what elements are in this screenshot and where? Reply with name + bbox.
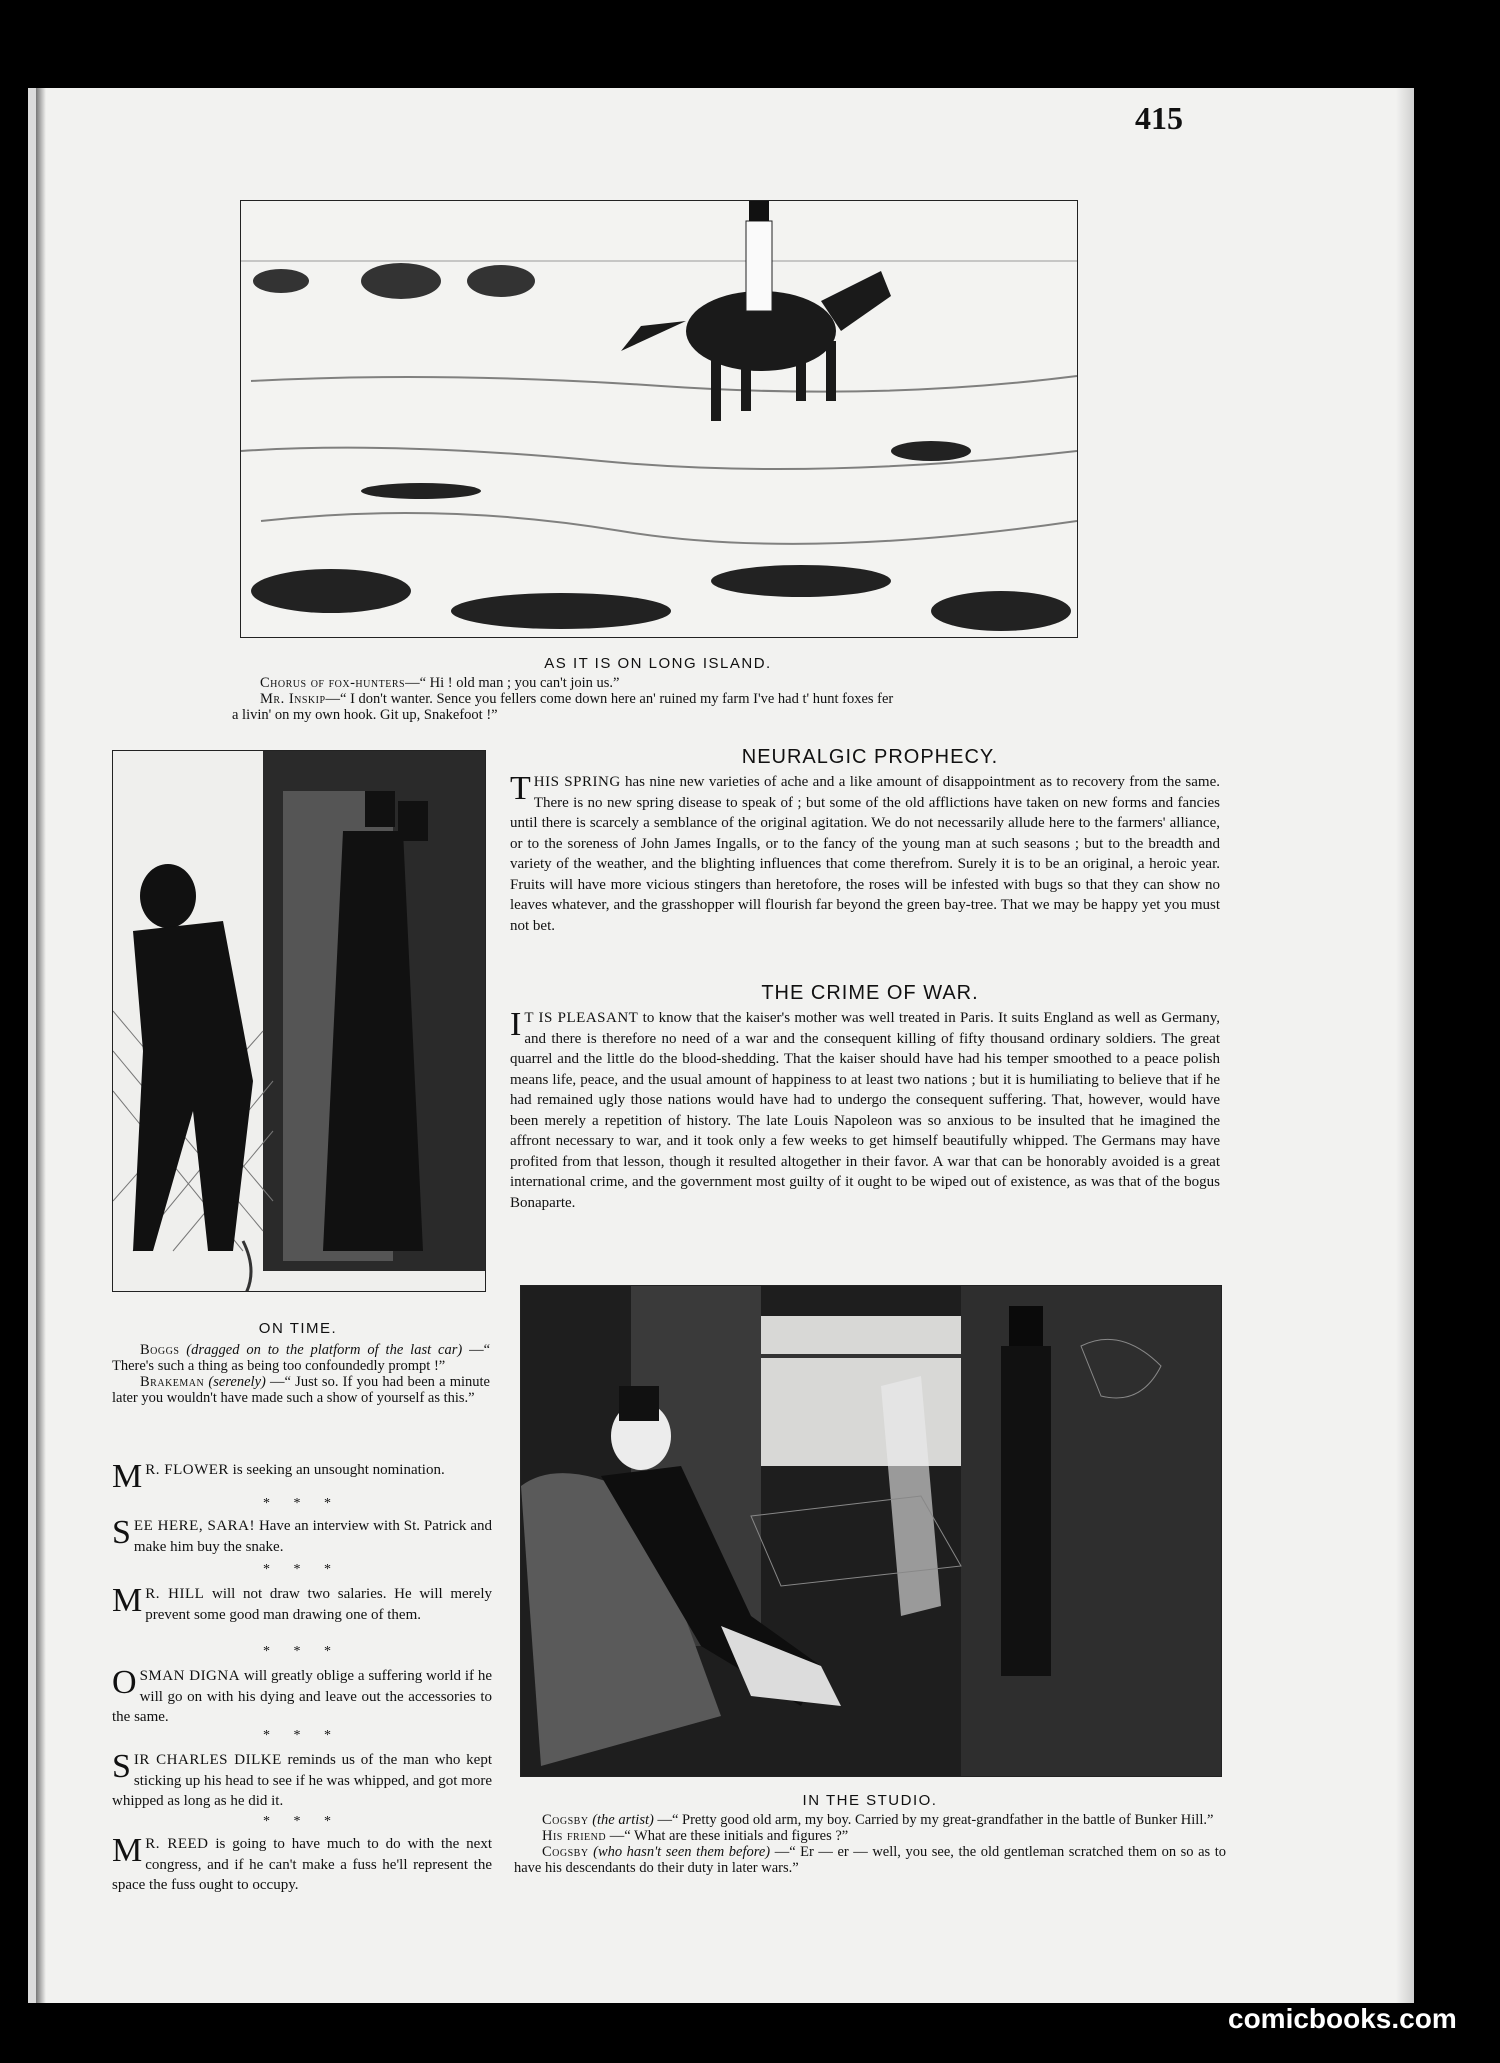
- paragraph-digna: OSMAN DIGNA will greatly oblige a suffering world if he will go on with his dying and leave out the accessories to the same.: [112, 1664, 492, 1725]
- caption-speaker: Brakeman: [140, 1374, 205, 1390]
- on-time-drawing: [113, 751, 485, 1291]
- separator: * * *: [263, 1728, 341, 1743]
- caption-speaker: Cogsby: [542, 1812, 589, 1828]
- dropcap: T: [510, 770, 531, 807]
- paragraph-sara: SEE HERE, SARA! Have an interview with St. Patrick and make him buy the snake.: [112, 1514, 492, 1555]
- dropcap: I: [510, 1006, 522, 1043]
- crime-article: I T IS PLEASANT to know that the kaiser's mother was well treated in Paris. It suits England as well as Germany, and there is therefore no need of a war and the consequent killing of fifty thousand ordinary soldiers. The great quarrel and the little do the blood-shedding. That the kaiser should have had his temper smoothed to a peace polish means life, peace, and the usual amount of happiness to at least two nations ; but it is humiliating to believe that if he had remained ugly those nations would have had to undergo the consequent suffering. That, however, would have been merely a repetition of history. The late Louis Napoleon was so anxious to be insulted that he imagined the affront necessary to war, and it took only a few weeks to get himself beautifully whipped. The Germans may have profited from that lesson, though it resulted altogether in their favor. A war that can be honorably avoided is a great international crime, and the government most guilty of it ought to be wiped out of existence, as was that of the bogus Bonaparte.: [510, 1006, 1220, 1211]
- caption-line: a livin' on my own hook. Git up, Snakefoot !”: [232, 707, 498, 723]
- separator: * * *: [263, 1644, 341, 1659]
- on-time-caption-title: ON TIME.: [258, 1320, 338, 1337]
- page-number: 415: [1135, 100, 1183, 136]
- caption-line: —“ There's such a thing as being too confoundedly prompt !”: [112, 1342, 491, 1374]
- caption-line: —“ Pretty good old arm, my boy. Carried by my great-grandfather in the battle of Bunker Hill.”: [653, 1812, 1214, 1828]
- caption-line: —“ Er — er — well, you see, the old gentleman scratched them on so as to have his descendants do their duty in later wars.”: [514, 1844, 1226, 1876]
- caption-line: —“ I don't wanter. Sence you fellers come down here an' ruined my farm I've had t' hunt foxes fer: [325, 691, 894, 707]
- paragraph-hill: M R. HILL will not draw two salaries. He will merely prevent some good man drawing one of them.: [112, 1582, 492, 1623]
- studio-caption-title: IN THE STUDIO.: [802, 1792, 938, 1809]
- crime-heading: THE CRIME OF WAR.: [761, 982, 979, 1004]
- caption-line: —“ What are these initials and figures ?”: [606, 1828, 849, 1844]
- caption-speaker: Boggs: [140, 1342, 180, 1358]
- neuralgic-heading: NEURALGIC PROPHECY.: [741, 746, 999, 768]
- caption-speaker: His friend: [542, 1828, 607, 1844]
- caption-speaker: Mr. Inskip: [260, 691, 326, 707]
- caption-speaker: Cogsby: [542, 1844, 589, 1860]
- caption-stage-direction: (the artist): [588, 1812, 654, 1828]
- studio-illustration: [520, 1285, 1222, 1777]
- studio-drawing: [521, 1286, 1221, 1776]
- paragraph-flower: M R. FLOWER is seeking an unsought nomination.: [112, 1458, 445, 1495]
- dropcap: S: [112, 1514, 131, 1551]
- fox-hunt-caption: [232, 675, 1092, 723]
- dropcap: S: [112, 1748, 131, 1785]
- dropcap: M: [112, 1832, 143, 1869]
- caption-line: —“ Hi ! old man ; you can't join us.”: [405, 675, 620, 691]
- fox-hunt-illustration: [240, 200, 1078, 638]
- caption-stage-direction: (who hasn't seen them before): [588, 1844, 771, 1860]
- site-watermark: comicbooks.com: [1228, 2003, 1457, 2034]
- paragraph-dilke: SIR CHARLES DILKE reminds us of the man who kept sticking up his head to see if he was whipped, and got more whipped as long as he did it.: [112, 1748, 493, 1809]
- dropcap: M: [112, 1582, 143, 1619]
- caption-speaker: Chorus of fox-hunters: [260, 675, 406, 691]
- paragraph-reed: M R. REED is going to have much to do with the next congress, and if he can't make a fuss he'll represent the space the fuss ought to occupy.: [112, 1832, 493, 1893]
- fox-hunt-drawing: [241, 201, 1077, 637]
- fox-hunt-caption-title: AS IT IS ON LONG ISLAND.: [544, 655, 772, 672]
- neuralgic-article: THIS SPRING has nine new varieties of ache and a like amount of disappointment as to recovery from the same. There is no new spring disease to speak of ; but some of the old afflictions have taken on new forms and fancies until there is scarcely a semblance of the original agitation. We do not necessarily allude here to the farmers' alliance, or to the soreness of John James Ingalls, or to the fancy of the young man at such seasons ; but to the breadth and variety of the weather, and the blighting influences that come therefrom. Surely it is to be an original, a heroic year. Fruits will have more vicious stingers than heretofore, the roses will be infested with bugs so that they can show no leaves whatever, and the grasshopper will flourish far beyond the green bay-tree. That we may be happy yet you must not bet.: [510, 770, 1220, 934]
- caption-line: —“ Just so. If you had been a minute later you wouldn't have made such a show of yourself as this.”: [112, 1374, 490, 1406]
- dropcap: M: [112, 1458, 143, 1495]
- page-gutter: [36, 88, 46, 2003]
- caption-stage-direction: (dragged on to the platform of the last car): [179, 1342, 463, 1358]
- on-time-illustration: [112, 750, 486, 1292]
- page-edge: [1396, 88, 1414, 2003]
- separator: * * *: [263, 1496, 341, 1511]
- caption-stage-direction: (serenely): [204, 1374, 266, 1390]
- on-time-caption: [112, 1342, 490, 1406]
- dropcap: O: [112, 1664, 137, 1701]
- separator: * * *: [263, 1814, 341, 1829]
- separator: * * *: [263, 1562, 341, 1577]
- studio-caption: [514, 1812, 1226, 1876]
